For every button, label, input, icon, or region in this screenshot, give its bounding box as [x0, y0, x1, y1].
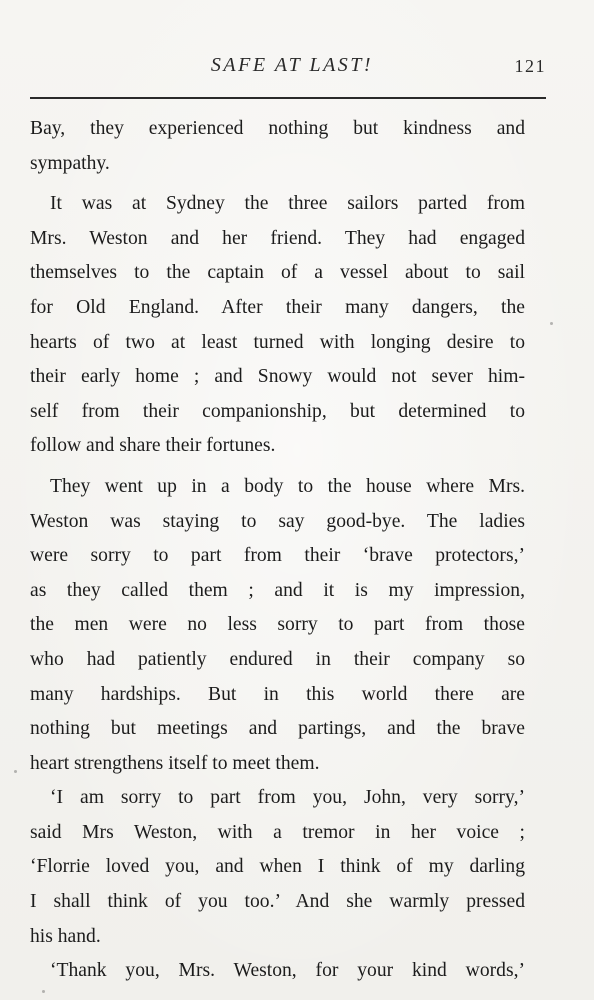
text-line: many hardships. But in this world there are	[30, 683, 525, 705]
text-line: hearts of two at least turned with longing desire to	[30, 331, 525, 353]
paper-speck	[550, 322, 553, 325]
text-line: ‘I am sorry to part from you, John, very sorry,’	[50, 787, 525, 809]
paper-speck	[14, 770, 17, 773]
text-line: sympathy.	[30, 152, 110, 174]
text-line: follow and share their fortunes.	[30, 435, 276, 457]
header-rule	[30, 97, 546, 99]
text-line: nothing but meetings and partings, and the brave	[30, 718, 525, 740]
text-line: themselves to the captain of a vessel about to sail	[30, 262, 525, 284]
paper-speck	[42, 990, 45, 993]
running-head: SAFE AT LAST!	[210, 54, 374, 76]
text-line: ‘Thank you, Mrs. Weston, for your kind words,’	[50, 960, 525, 982]
paragraph	[30, 781, 525, 954]
text-line: ‘Florrie loved you, and when I think of my darling	[30, 856, 525, 878]
body-text	[30, 112, 525, 989]
text-line: self from their companionship, but determined to	[30, 400, 525, 422]
paragraph	[30, 954, 525, 989]
page-number: 121	[514, 56, 546, 76]
text-line: were sorry to part from their ‘brave protectors,’	[30, 545, 525, 567]
text-line: Mrs. Weston and her friend. They had engaged	[30, 227, 525, 249]
text-line: as they called them ; and it is my impression,	[30, 579, 525, 601]
paragraph	[30, 112, 525, 181]
paragraph	[30, 470, 525, 781]
text-line: heart strengthens itself to meet them.	[30, 752, 320, 774]
text-line: for Old England. After their many dangers, the	[30, 296, 525, 318]
text-line: It was at Sydney the three sailors parted from	[50, 193, 525, 215]
text-line: their early home ; and Snowy would not sever him-	[30, 366, 525, 388]
text-line: I shall think of you too.’ And she warmly pressed	[30, 891, 525, 913]
text-line: who had patiently endured in their company so	[30, 648, 525, 670]
text-line: Bay, they experienced nothing but kindness and	[30, 118, 525, 139]
paragraph	[30, 187, 525, 464]
text-line: Weston was staying to say good-bye. The ladies	[30, 510, 525, 532]
text-line: They went up in a body to the house where Mrs.	[50, 475, 525, 497]
text-line: said Mrs Weston, with a tremor in her voice ;	[30, 821, 525, 843]
page-header	[26, 54, 546, 88]
text-line: his hand.	[30, 925, 101, 947]
text-line: the men were no less sorry to part from those	[30, 614, 525, 636]
